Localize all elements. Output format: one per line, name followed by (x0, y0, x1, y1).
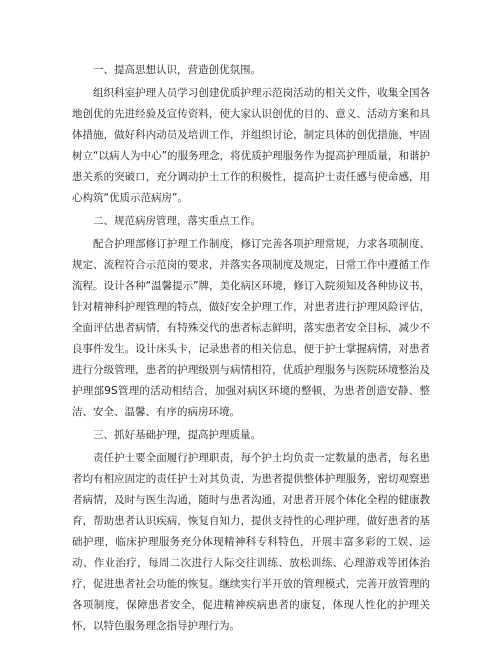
document-page (72, 60, 430, 639)
section-body-3: 责任护士要全面履行护理职责，每个护士均负责一定数量的患者，每名患者均有相应固定的责任护士对其负责，为患者提供整体护理服务，密切观察患者病情，及时与医生沟通，随时与患者沟通，对患者开展个体化全程的健康教育，帮助患者认识疾病，恢复自知力，提供支持性的心理护理，做好患者的基础护理，临床护理服务充分体现精神科专科特色，开展丰富多彩的工娱、运动、作业治疗，每周二次进行人际交往训练、放松训练、心理游戏等团体治疗，促进患者社会功能的恢复。继续实行半开放的管理模式，完善开放管理的各项制度，保障患者安全，促进精神疾病患者的康复，体现人性化的护理关怀，以特色服务理念指导护理行为。 (72, 452, 430, 632)
section-heading-2: 二、规范病房管理，落实重点工作。 (93, 215, 261, 227)
section-body-2: 配合护理部修订护理工作制度，修订完善各项护理常规，力求各项制度、规定、流程符合示范岗的要求，并落实各项制度及规定，日常工作中遵循工作流程。设计各种“温馨提示”牌，美化病区环境，修订入院须知及各种协议书，针对精神科护理管理的特点，做好安全护理工作，对患者进行护理风险评估，全面评估患者病情，有特殊交代的患者标志鲜明，落实患者安全目标，减少不良事件发生。设计床头卡，记录患者的相关信息，便于护士掌握病情，对患者进行分级管理，患者的护理级别与病情相符，优质护理服务与医院环境整治及护理部9S管理的活动相结合，加强对病区环境的整顿，为患者创造安静、整洁、安全、温馨、有序的病房环境。 (72, 238, 430, 418)
section-heading-3: 三、抓好基础护理，提高护理质量。 (93, 429, 261, 441)
section-heading-1: 一、提高思想认识，营造创优氛围。 (93, 64, 261, 76)
section-body-1: 组织科室护理人员学习创建优质护理示范岗活动的相关文件，收集全国各地创优的先进经验及宣传资料，使大家认识创优的目的、意义、活动方案和具体措施，做好科内动员及培训工作，并组织讨论，制定具体的创优措施，牢固树立“以病人为中心”的服务理念，将优质护理服务作为提高护理质量，和谐护患关系的突破口，充分调动护士工作的积极性，提高护士责任感与使命感，用心构筑“优质示范病房”。 (72, 87, 430, 204)
